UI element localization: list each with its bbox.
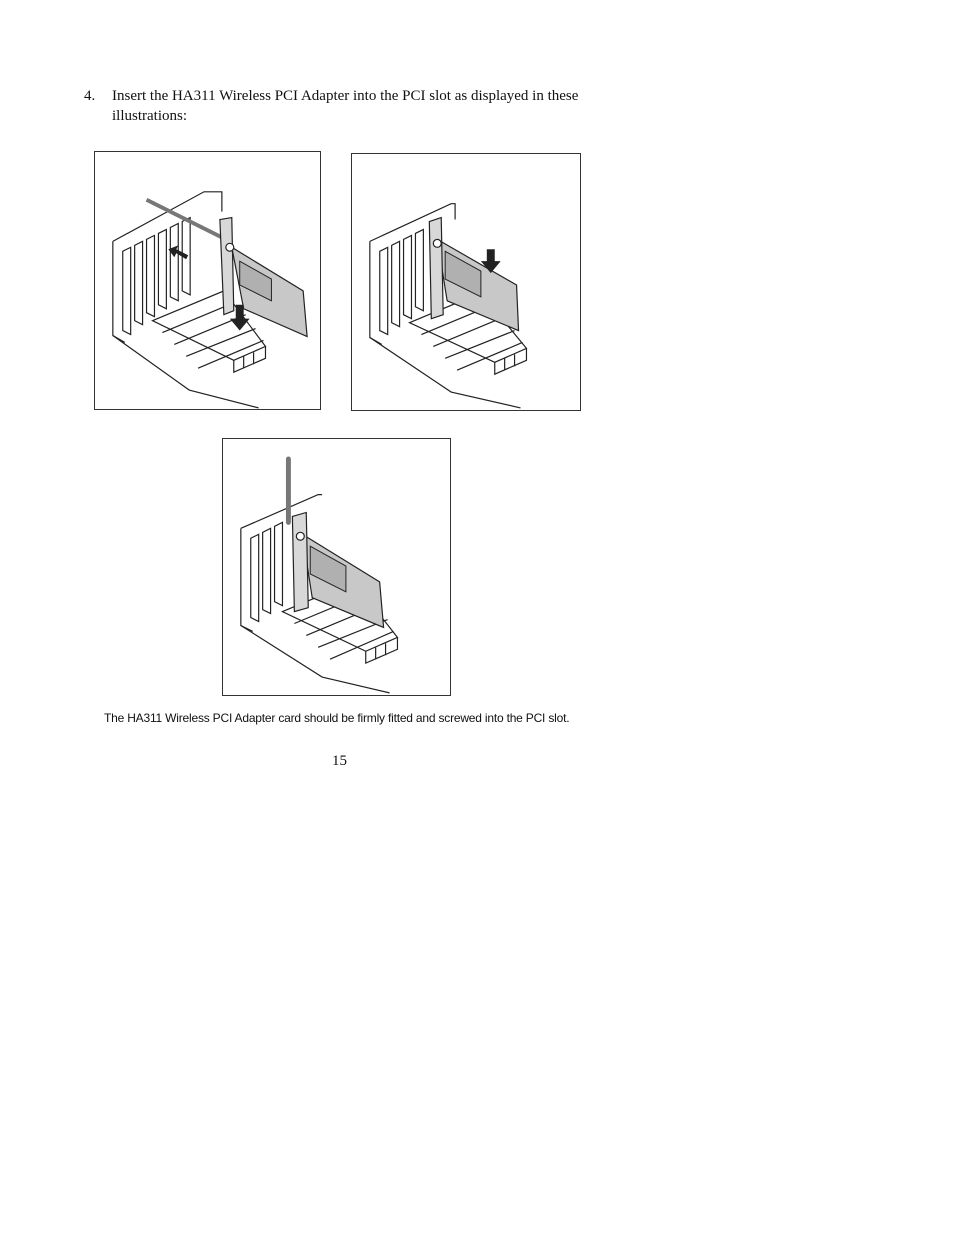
pci-installed-drawing (223, 439, 450, 695)
illustration-insert-card (94, 151, 321, 410)
step-text: Insert the HA311 Wireless PCI Adapter into the PCI slot as displayed in these illustrations: (112, 88, 579, 124)
illustration-installed-card (222, 438, 451, 696)
page-number: 15 (332, 753, 347, 769)
step-number: 4. (84, 88, 96, 104)
pci-seat-drawing (352, 154, 580, 410)
illustration-seat-card (351, 153, 581, 411)
figure-caption: The HA311 Wireless PCI Adapter card should be firmly fitted and screwed into the PCI slot. (104, 711, 570, 725)
pci-insert-drawing (95, 152, 320, 409)
